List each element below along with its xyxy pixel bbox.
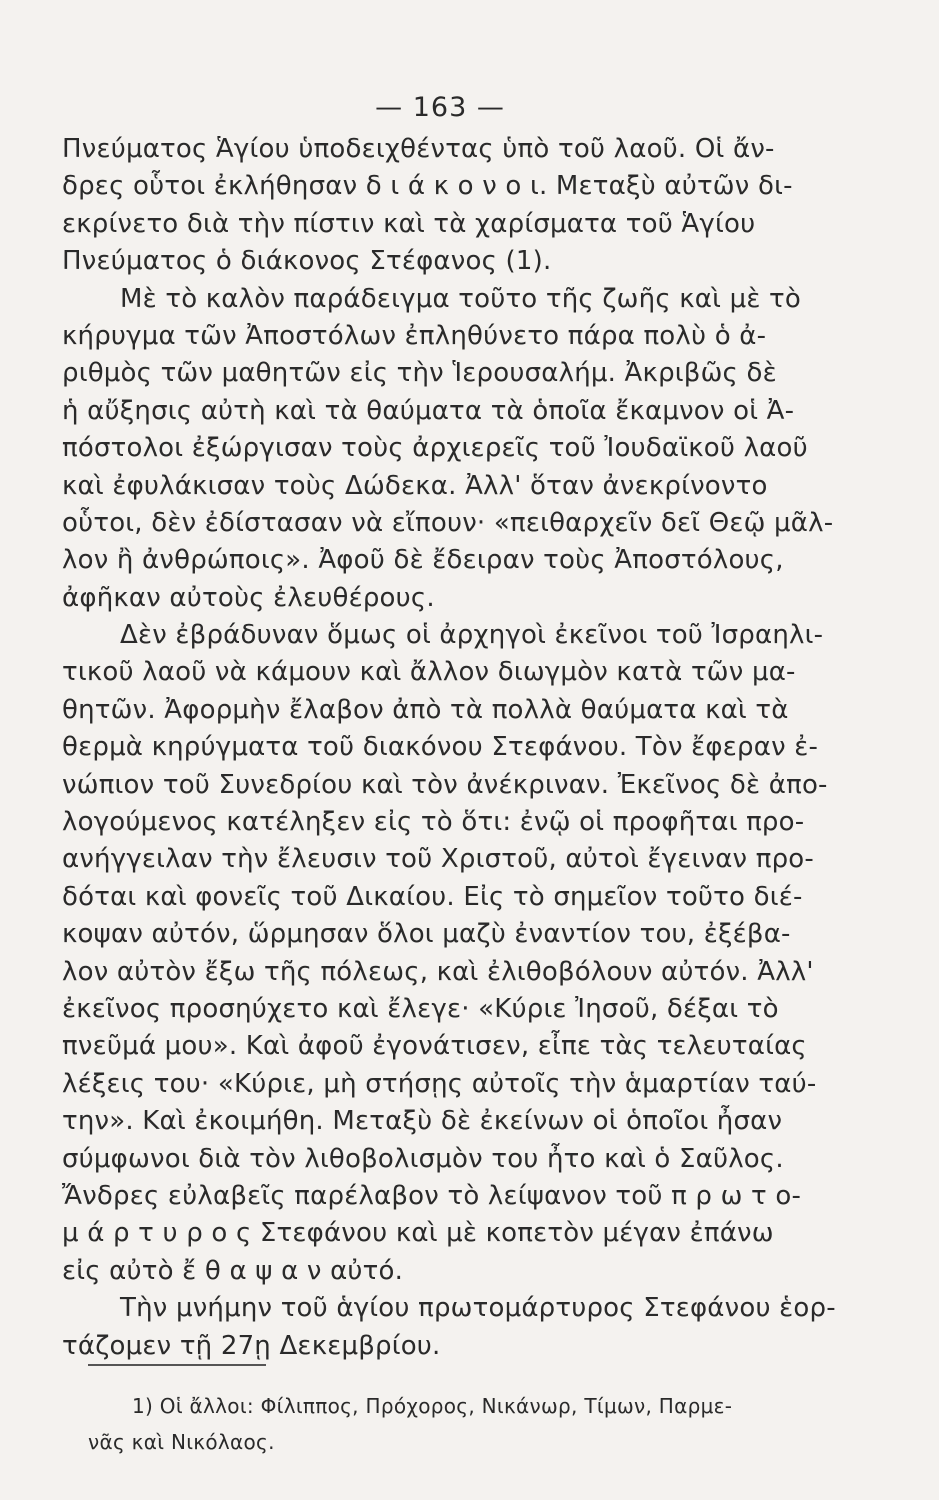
footnotes <box>88 1388 868 1460</box>
text-line: πνεῦμά μου». Καὶ ἀφοῦ ἐγονάτισεν, εἶπε τὰς τελευταίας <box>62 1031 807 1062</box>
page-number: — 163 — <box>375 92 505 123</box>
text-line: Δὲν ἐβράδυναν ὅμως οἱ ἀρχηγοὶ ἐκεῖνοι τοῦ Ἰσραηλι- <box>120 620 824 651</box>
text-line: λέξεις του· «Κύριε, μὴ στήσῃς αὐτοῖς τὴν ἁμαρτίαν ταύ- <box>62 1068 817 1099</box>
text-line: λον ἢ ἀνθρώποις». Ἀφοῦ δὲ ἔδειραν τοὺς Ἀποστόλους, <box>62 545 784 576</box>
text-line: Μὲ τὸ καλὸν παράδειγμα τοῦτο τῆς ζωῆς καὶ μὲ τὸ <box>120 283 801 314</box>
text-line: οὗτοι, δὲν ἐδίστασαν νὰ εἴπουν· «πειθαρχεῖν δεῖ Θεῷ μᾶλ- <box>62 507 834 538</box>
text-line: λογούμενος κατέληξεν εἰς τὸ ὅτι: ἐνῷ οἱ προφῆται προ- <box>62 807 805 838</box>
text-line: κοψαν αὐτόν, ὥρμησαν ὅλοι μαζὺ ἐναντίον του, ἐξέβα- <box>62 919 791 950</box>
text-line: λον αὐτὸν ἔξω τῆς πόλεως, καὶ ἐλιθοβόλουν αὐτόν. Ἀλλ' <box>62 956 814 987</box>
text-line: τικοῦ λαοῦ νὰ κάμουν καὶ ἄλλον διωγμὸν κατὰ τῶν μα- <box>62 657 796 688</box>
text-line: νώπιον τοῦ Συνεδρίου καὶ τὸν ἀνέκριναν. Ἐκεῖνος δὲ ἀπο- <box>62 769 828 800</box>
text-line: κήρυγμα τῶν Ἀποστόλων ἐπληθύνετο πάρα πολὺ ὁ ἀ- <box>62 320 767 351</box>
text-line: εκρίνετο διὰ τὴν πίστιν καὶ τὰ χαρίσματα τοῦ Ἁγίου <box>62 208 756 239</box>
text-line: ἐκεῖνος προσηύχετο καὶ ἔλεγε· «Κύριε Ἰησοῦ, δέξαι τὸ <box>62 993 779 1024</box>
text-line: σύμφωνοι διὰ τὸν λιθοβολισμὸν του ἦτο καὶ ὁ Σαῦλος. <box>62 1143 784 1174</box>
text-line: θητῶν. Ἀφορμὴν ἔλαβον ἀπὸ τὰ πολλὰ θαύματα καὶ τὰ <box>62 694 789 725</box>
text-line: εἰς αὐτὸ ἔ θ α ψ α ν αὐτό. <box>62 1255 404 1286</box>
text-line: Τὴν μνήμην τοῦ ἁγίου πρωτομάρτυρος Στεφάνου ἑορ- <box>120 1293 836 1324</box>
text-line: θερμὰ κηρύγματα τοῦ διακόνου Στεφάνου. Τὸν ἔφεραν ἐ- <box>62 732 819 763</box>
text-line: δρες οὗτοι ἐκλήθησαν δ ι ά κ ο ν ο ι. Μεταξὺ αὐτῶν δι- <box>62 171 793 202</box>
text-line: ανήγγειλαν τὴν ἔλευσιν τοῦ Χριστοῦ, αὐτοὶ ἔγειναν προ- <box>62 844 814 875</box>
text-line: Πνεύματος Ἁγίου ὑποδειχθέντας ὑπὸ τοῦ λαοῦ. Οἱ ἄν- <box>62 134 775 164</box>
text-line: Πνεύματος ὁ διάκονος Στέφανος (1). <box>62 246 552 277</box>
text-line: δόται καὶ φονεῖς τοῦ Δικαίου. Εἰς τὸ σημεῖον τοῦτο διέ- <box>62 881 803 912</box>
footnote-line: 1) Οἱ ἄλλοι: Φίλιππος, Πρόχορος, Νικάνωρ, Τίμων, Παρμε- <box>132 1394 733 1418</box>
text-line: Ἄνδρες εὐλαβεῖς παρέλαβον τὸ λείψανον τοῦ π ρ ω τ ο- <box>62 1180 802 1211</box>
body-text <box>62 131 862 1365</box>
text-line: τάζομεν τῇ 27ῃ Δεκεμβρίου. <box>62 1330 441 1361</box>
footnote-separator <box>88 1364 266 1366</box>
text-line: ἡ αὔξησις αὐτὴ καὶ τὰ θαύματα τὰ ὁποῖα ἔκαμνον οἱ Ἀ- <box>62 395 795 426</box>
text-line: μ ά ρ τ υ ρ ο ς Στεφάνου καὶ μὲ κοπετὸν μέγαν ἐπάνω <box>62 1218 774 1249</box>
text-line: ἀφῆκαν αὐτοὺς ἐλευθέρους. <box>62 582 435 613</box>
text-line: ριθμὸς τῶν μαθητῶν εἰς τὴν Ἱερουσαλήμ. Ἀκριβῶς δὲ <box>62 358 777 389</box>
footnote-line: νᾶς καὶ Νικόλαος. <box>88 1430 275 1454</box>
text-line: καὶ ἐφυλάκισαν τοὺς Δώδεκα. Ἀλλ' ὅταν ἀνεκρίνοντο <box>62 470 768 501</box>
text-line: πόστολοι ἐξώργισαν τοὺς ἀρχιερεῖς τοῦ Ἰουδαϊκοῦ λαοῦ <box>62 433 808 464</box>
text-line: την». Καὶ ἐκοιμήθη. Μεταξὺ δὲ ἐκείνων οἱ ὁποῖοι ἦσαν <box>62 1106 783 1137</box>
